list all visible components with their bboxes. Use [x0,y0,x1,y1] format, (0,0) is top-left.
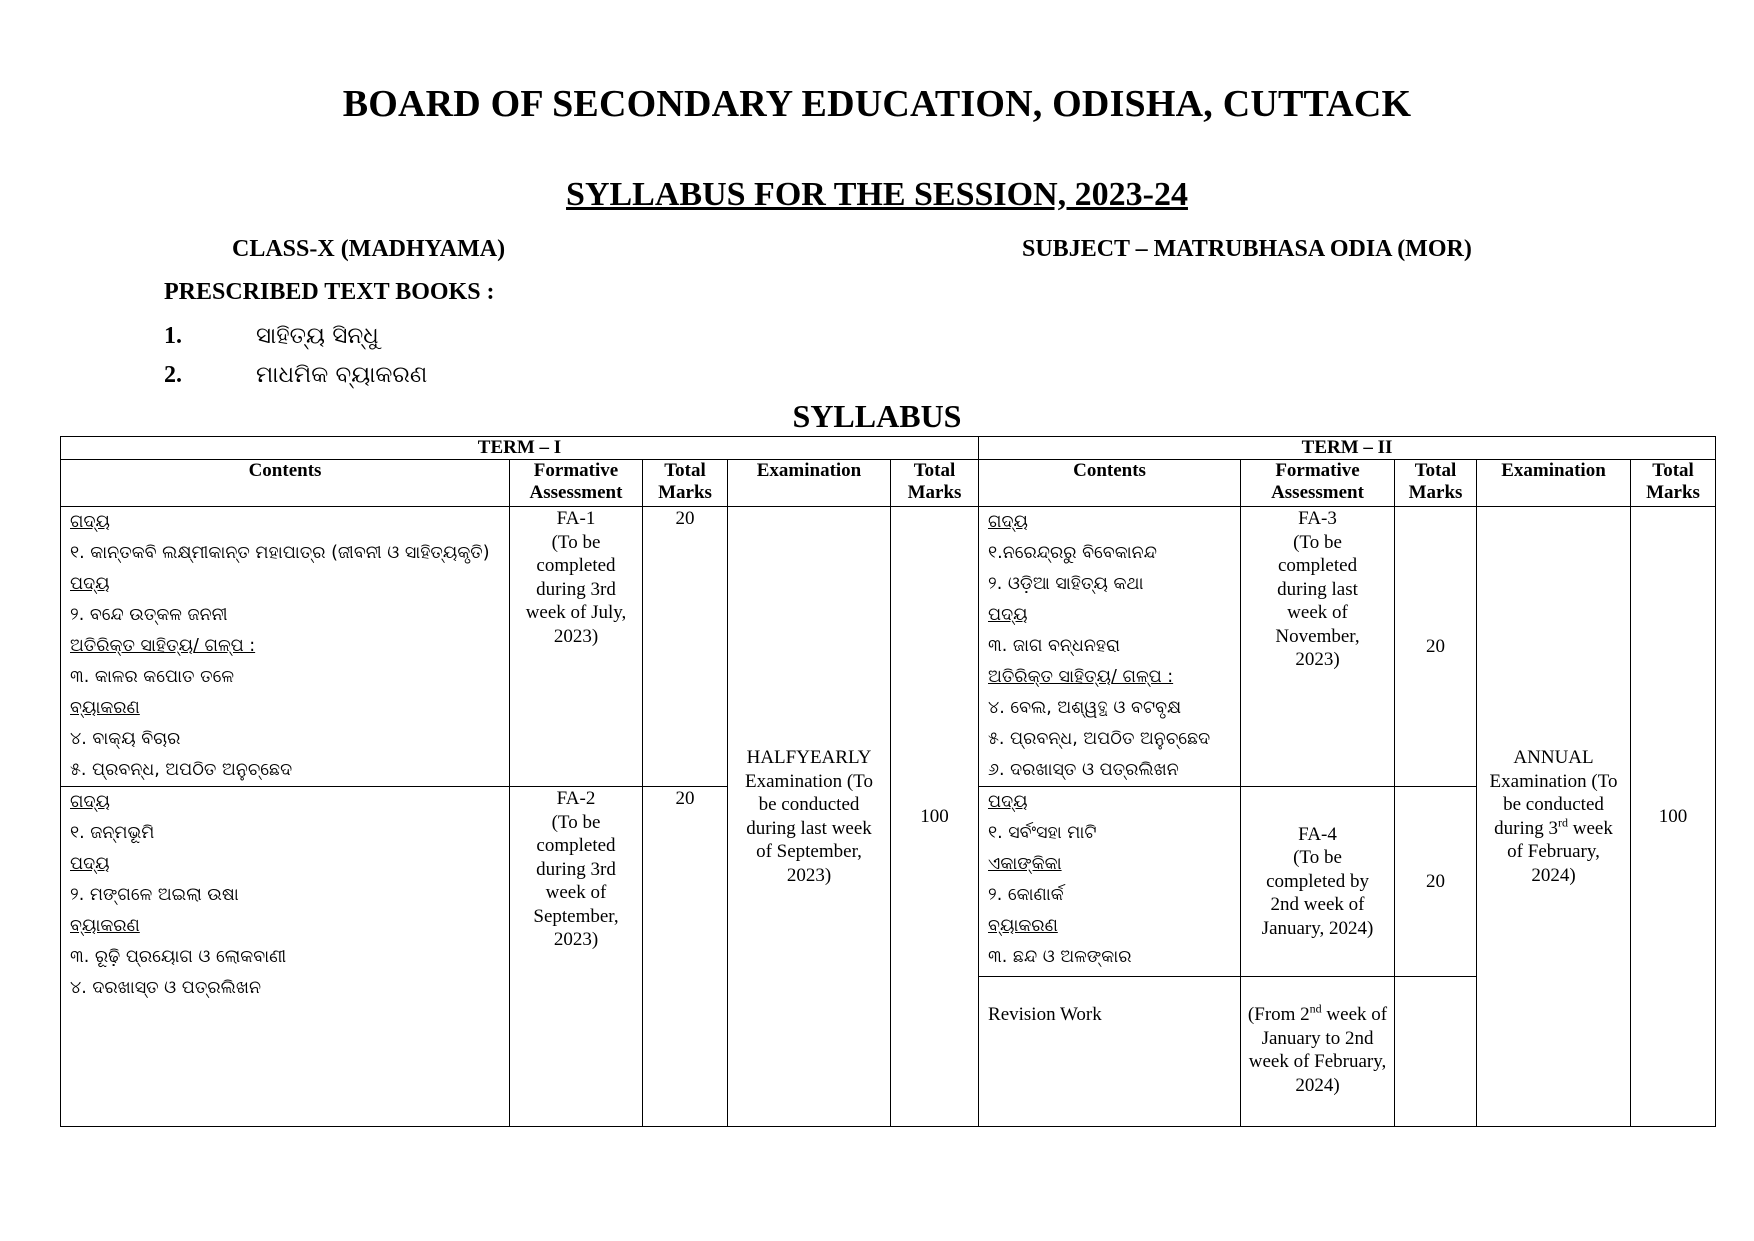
content-item: ୩. ରୂଢ଼ି ପ୍ରୟୋଗ ଓ ଲୋକବାଣୀ [70,947,287,967]
content-item: ୧. ଜନ୍ମଭୂମି [70,823,155,843]
col-total-marks: Total Marks [891,460,979,507]
content-heading: ଏକାଙ୍କିକା [988,854,1062,874]
fa1-cell [510,507,643,787]
content-item: ୨. ବନ୍ଦେ ଉତ୍କଳ ଜନନୀ [70,605,228,625]
annual-exam-text: ANNUAL Examination (To be conducted during 3rd week of February, 2024) [1489,747,1618,886]
col-formative: Formative Assessment [510,460,643,507]
content-heading: ଅତିରିକ୍ତ ସାହିତ୍ୟ/ ଗଳ୍ପ : [988,667,1174,687]
fa1-marks: 20 [643,507,728,787]
subject-label: SUBJECT – MATRUBHASA ODIA (MOR) [1022,236,1472,262]
revision-marks-empty [1395,977,1477,1127]
col-total-marks: Total Marks [643,460,728,507]
content-item: ୬. ଦରଖାସ୍ତ ଓ ପତ୍ରଲିଖନ [988,760,1179,780]
fa3-marks: 20 [1395,507,1477,787]
content-item: ୩. ଛନ୍ଦ ଓ ଅଳଙ୍କାର [988,947,1132,967]
book-item [164,362,427,389]
col-formative: Formative Assessment [1241,460,1395,507]
col-total-marks: Total Marks [1395,460,1477,507]
book-name: ମାଧମିକ ବ୍ୟାକରଣ [256,362,428,388]
content-item: ୩. କାଳର କପୋତ ତଳେ [70,667,234,687]
fa-name: FA-3 [1298,508,1337,529]
board-title: BOARD OF SECONDARY EDUCATION, ODISHA, CUTTACK [342,83,1412,125]
term1-contents-block1 [61,507,510,787]
revision-work-label: Revision Work [979,977,1241,1127]
term1-exam-cell [728,507,891,1127]
col-contents: Contents [979,460,1241,507]
content-heading: ପଦ୍ୟ [70,854,110,874]
content-item: ୫. ପ୍ରବନ୍ଧ, ଅପଠିତ ଅନୁଚ୍ଛେଦ [70,760,293,780]
content-item: ୪. ଦରଖାସ୍ତ ଓ ପତ୍ରଲିଖନ [70,978,262,998]
class-label: CLASS-X (MADHYAMA) [232,236,506,262]
content-heading: ବ୍ୟାକରଣ [70,698,140,718]
content-heading: ଅତିରିକ୍ତ ସାହିତ୍ୟ/ ଗଳ୍ପ : [70,636,256,656]
book-number: 1. [164,323,182,349]
content-item: ୧. ସର୍ବଂସହା ମାଟି [988,823,1097,843]
content-heading: ପଦ୍ୟ [988,605,1028,625]
term2-contents-block1 [979,507,1241,787]
content-item: ୧.ନରେନ୍ଦ୍ରରୁ ବିବେକାନନ୍ଦ [988,543,1157,563]
term2-header: TERM – II [979,437,1716,460]
term2-exam-cell [1477,507,1631,1127]
content-heading: ଗଦ୍ୟ [70,792,110,812]
book-item [164,323,379,350]
col-contents: Contents [61,460,510,507]
halfyearly-exam-text: HALFYEARLY Examination (To be conducted during last week of September, 2023) [745,747,873,886]
syllabus-table [60,436,1716,1127]
revision-period: (From 2nd week of January to 2nd week of February, 2024) [1241,977,1395,1127]
term2-exam-total: 100 [1631,507,1716,1127]
fa-name: FA-2 [556,788,596,809]
content-item: ୨. କୋଣାର୍କ [988,885,1064,905]
content-item: ୩. ଜାଗ ବନ୍ଧନହରା [988,636,1120,656]
content-item: ୨. ମଙ୍ଗଳେ ଅଇଲା ଉଷା [70,885,239,905]
fa-description: (To be completed during last week of November, 2023) [1275,531,1360,670]
content-heading: ପଦ୍ୟ [988,792,1028,812]
fa4-cell [1241,787,1395,977]
content-heading: ବ୍ୟାକରଣ [70,916,140,936]
content-heading: ଗଦ୍ୟ [988,512,1028,532]
col-examination: Examination [1477,460,1631,507]
fa2-marks: 20 [643,787,728,1127]
fa-name: FA-1 [556,508,596,529]
term2-contents-block2 [979,787,1241,977]
content-heading: ପଦ୍ୟ [70,574,110,594]
col-examination: Examination [728,460,891,507]
fa-name: FA-4 [1298,823,1337,845]
fa-description: (To be completed by 2nd week of January, 2024) [1261,847,1374,939]
col-total-marks: Total Marks [1631,460,1716,507]
term1-header: TERM – I [61,437,979,460]
session-title: SYLLABUS FOR THE SESSION, 2023-24 [566,176,1188,213]
fa-description: (To be completed during 3rd week of September, 2023) [533,811,619,950]
book-name: ସାହିତ୍ୟ ସିନ୍ଧୁ [256,323,379,349]
term1-contents-block2 [61,787,510,1127]
fa3-cell [1241,507,1395,787]
book-number: 2. [164,362,182,388]
content-item: ୫. ପ୍ରବନ୍ଧ, ଅପଠିତ ଅନୁଚ୍ଛେଦ [988,729,1211,749]
term1-exam-total: 100 [891,507,979,1127]
fa2-cell [510,787,643,1127]
content-item: ୪. ବେଲ, ଅଶ୍ୱତ୍ଥ ଓ ବଟବୃକ୍ଷ [988,698,1182,718]
content-heading: ଗଦ୍ୟ [70,512,110,532]
fa-description: (To be completed during 3rd week of July, 2023) [525,531,627,647]
syllabus-heading: SYLLABUS [792,398,962,434]
content-heading: ବ୍ୟାକରଣ [988,916,1058,936]
prescribed-books-heading: PRESCRIBED TEXT BOOKS : [164,279,495,305]
fa4-marks: 20 [1395,787,1477,977]
content-item: ୧. କାନ୍ତକବି ଲକ୍ଷ୍ମୀକାନ୍ତ ମହାପାତ୍ର (ଜୀବନୀ ଓ ସାହିତ୍ୟକୃତି) [70,543,490,563]
content-item: ୨. ଓଡ଼ିଆ ସାହିତ୍ୟ କଥା [988,574,1144,594]
content-item: ୪. ବାକ୍ୟ ବିଚାର [70,729,181,749]
